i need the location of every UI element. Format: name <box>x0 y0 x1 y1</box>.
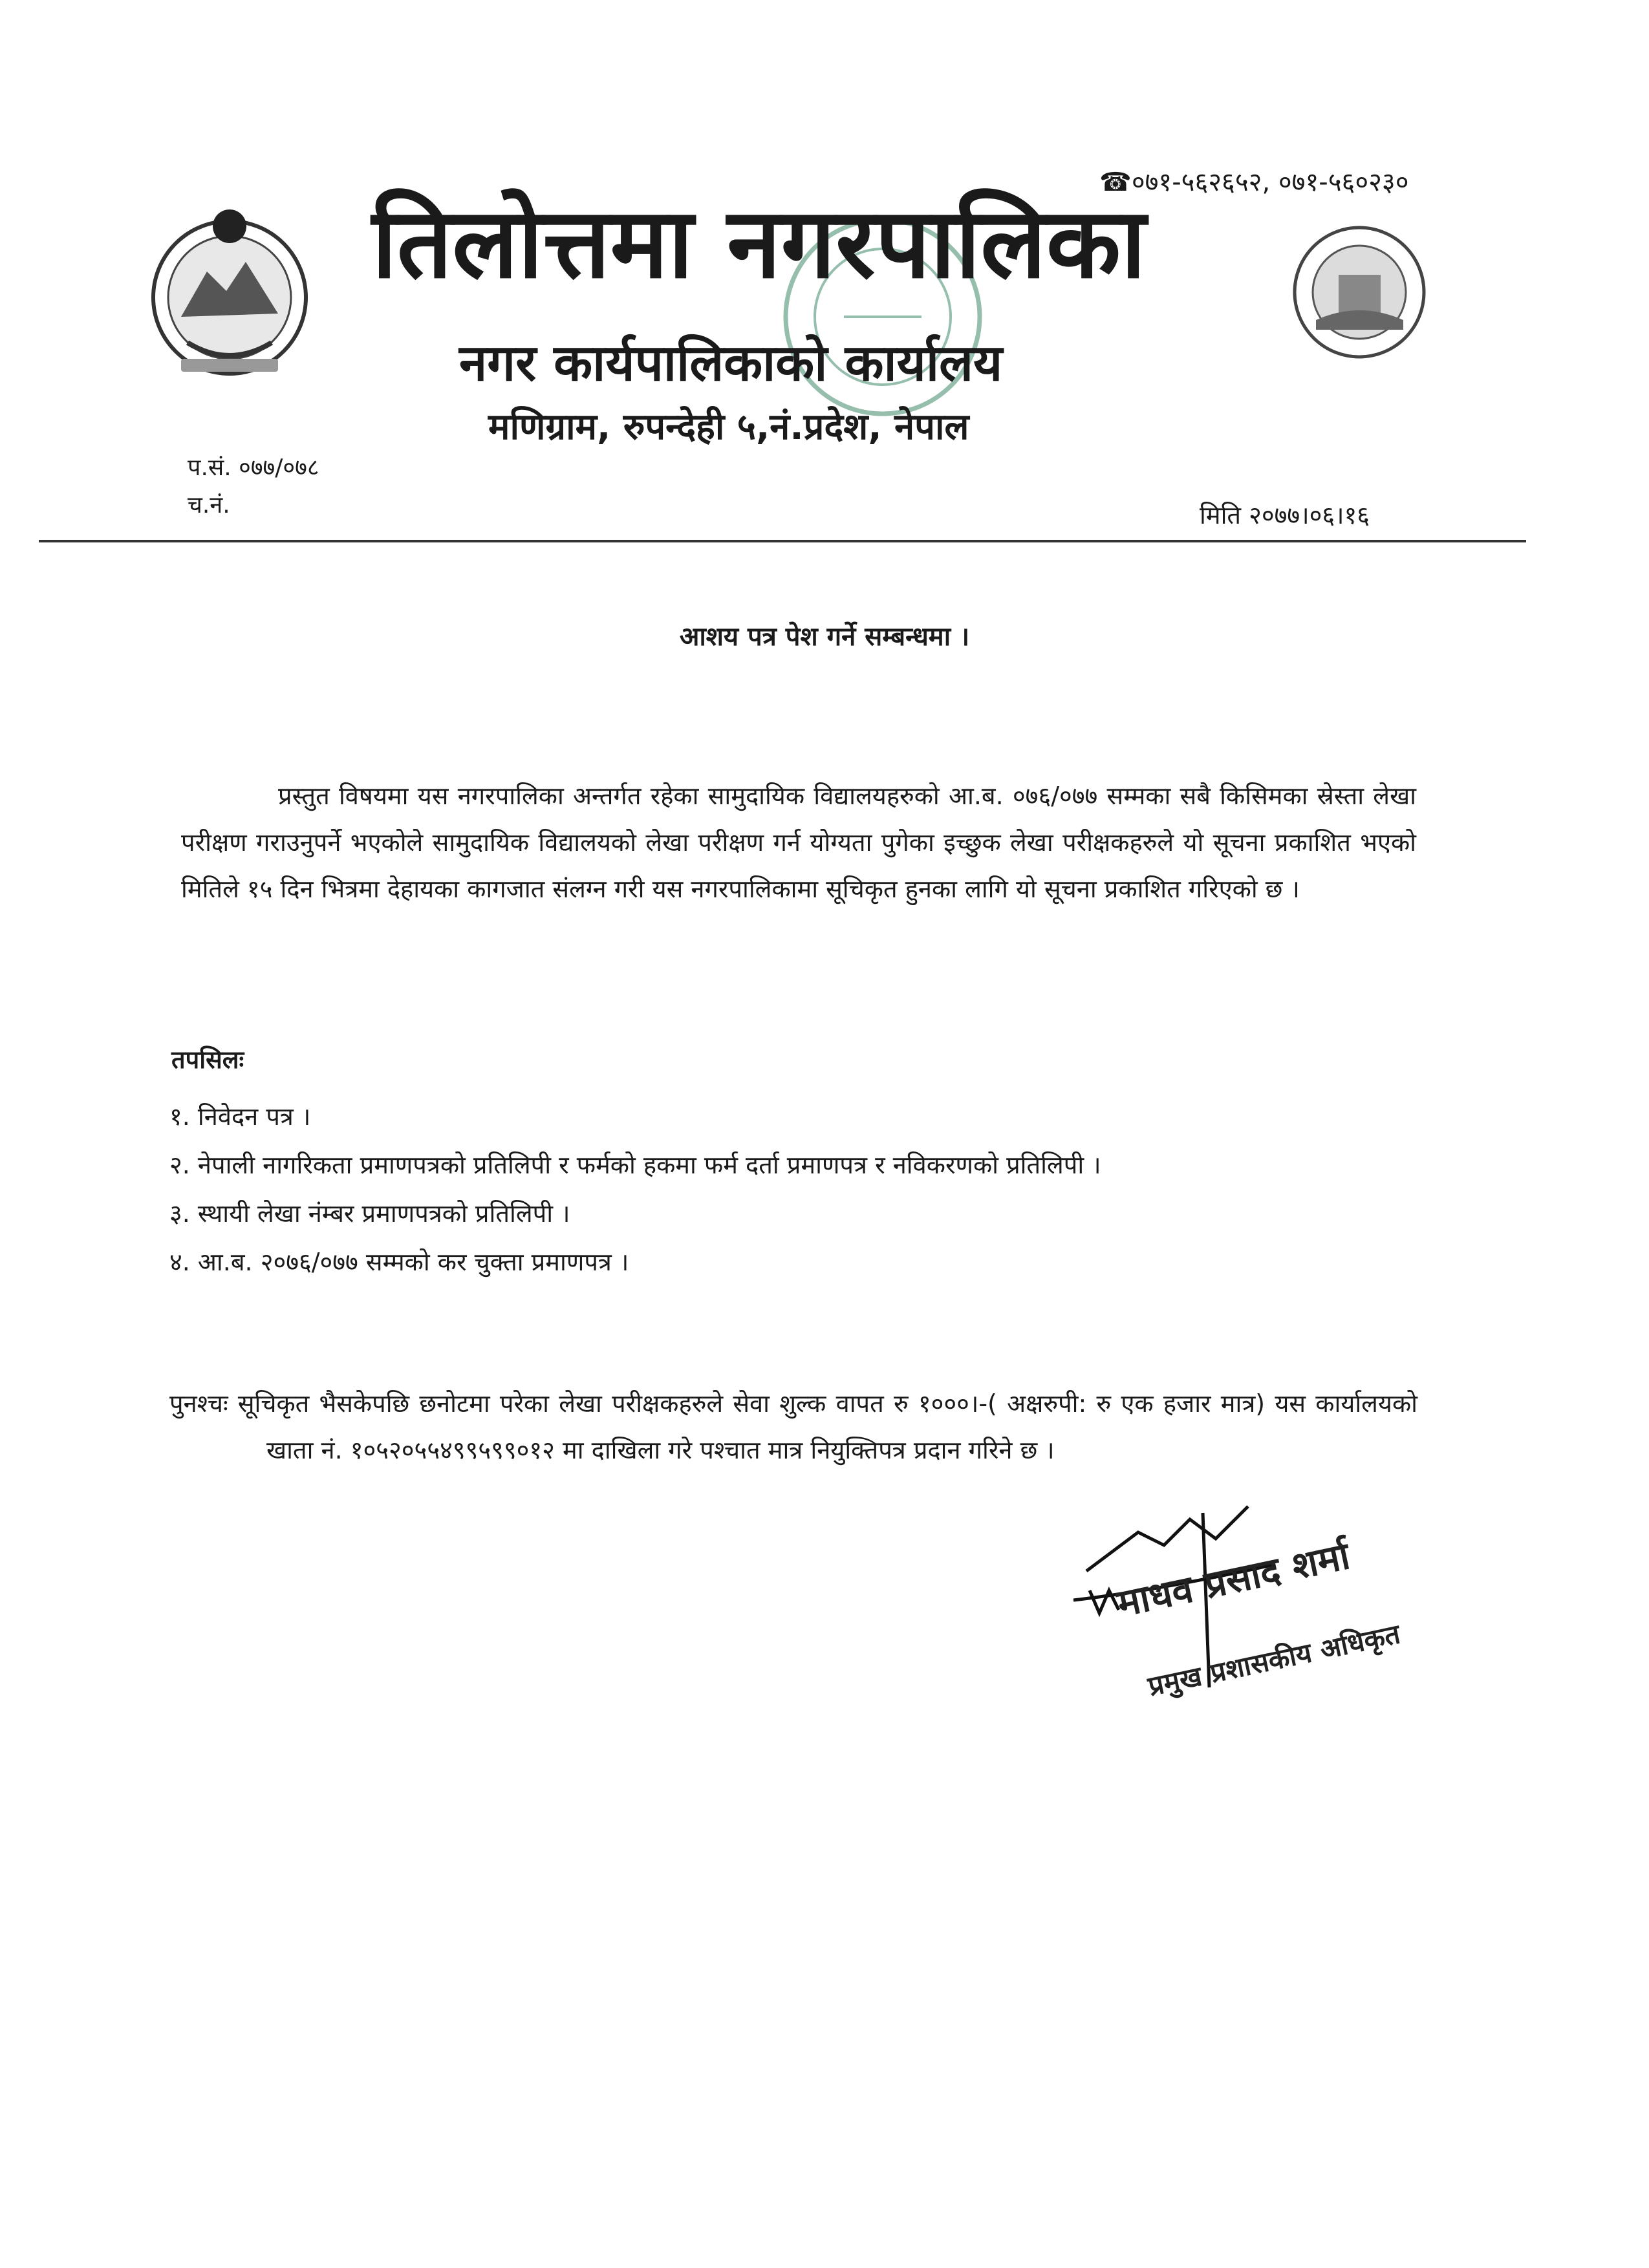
reference-block <box>188 449 319 524</box>
list-item: ४. आ.ब. २०७६/०७७ सम्मको कर चुक्ता प्रमाणपत्र । <box>169 1248 629 1276</box>
signatory-name: माधव प्रसाद शर्मा <box>1113 1533 1354 1626</box>
office-address: मणिग्राम, रुपन्देही ५,नं.प्रदेश, नेपाल <box>488 406 969 448</box>
requirements-list <box>169 1093 1101 1287</box>
municipality-logo <box>1290 223 1429 362</box>
signatory-title: प्रमुख प्रशासकीय अधिकृत <box>1145 1618 1403 1702</box>
nepal-emblem-logo <box>142 194 317 388</box>
reference-number: प.सं. ०७७/०७८ <box>188 455 319 481</box>
body-paragraph: प्रस्तुत विषयमा यस नगरपालिका अन्तर्गत रहेका सामुदायिक विद्यालयहरुको आ.ब. ०७६/०७७ सम्मका सबै किसिमका स्रेस्ता लेखा परीक्षण गराउनुपर्ने भएकोले सामुदायिक विद्यालयको लेखा परीक्षण गर्न योग्यता पुगेका इच्छुक लेखा परीक्षकहरुले यो सूचना प्रकाशित भएको मितिले १५ दिन भित्रमा देहायका कागजात संलग्न गरी यस नगरपालिकामा सूचिकृत हुनका लागि यो सूचना प्रकाशित गरिएको छ । <box>181 782 1416 903</box>
list-item: ३. स्थायी लेखा नंम्बर प्रमाणपत्रको प्रतिलिपी । <box>169 1199 570 1228</box>
phone-numbers: ☎०७१-५६२६५२, ०७१-५६०२३० <box>1099 167 1409 197</box>
postscript-paragraph: पुनश्चः सूचिकृत भैसकेपछि छनोटमा परेका लेखा परीक्षकहरुले सेवा शुल्क वापत रु १०००।-( अक्षरुपी: रु एक हजार मात्र) यस कार्यालयको खाता नं. १०५२०५५४९९५९९०१२ मा दाखिला गरे पश्चात मात्र नियुक्तिपत्र प्रदान गरिने छ । <box>169 1389 1417 1464</box>
letter-subject: आशय पत्र पेश गर्ने सम्बन्धमा । <box>679 622 970 652</box>
municipality-title: तिलोत्तमा नगरपालिका <box>372 187 1147 300</box>
header-divider <box>39 540 1526 542</box>
list-item: १. निवेदन पत्र । <box>169 1102 311 1131</box>
office-subtitle: नगर कार्यपालिकाको कार्यालय <box>459 334 1003 392</box>
dispatch-number: च.नं. <box>188 491 230 519</box>
letter-date: मिति २०७७।०६।१६ <box>1200 501 1370 530</box>
list-item: २. नेपाली नागरिकता प्रमाणपत्रको प्रतिलिपी र फर्मको हकमा फर्म दर्ता प्रमाणपत्र र नविकरणको प्रतिलिपी । <box>169 1151 1101 1179</box>
details-heading: तपसिलः <box>171 1045 244 1074</box>
